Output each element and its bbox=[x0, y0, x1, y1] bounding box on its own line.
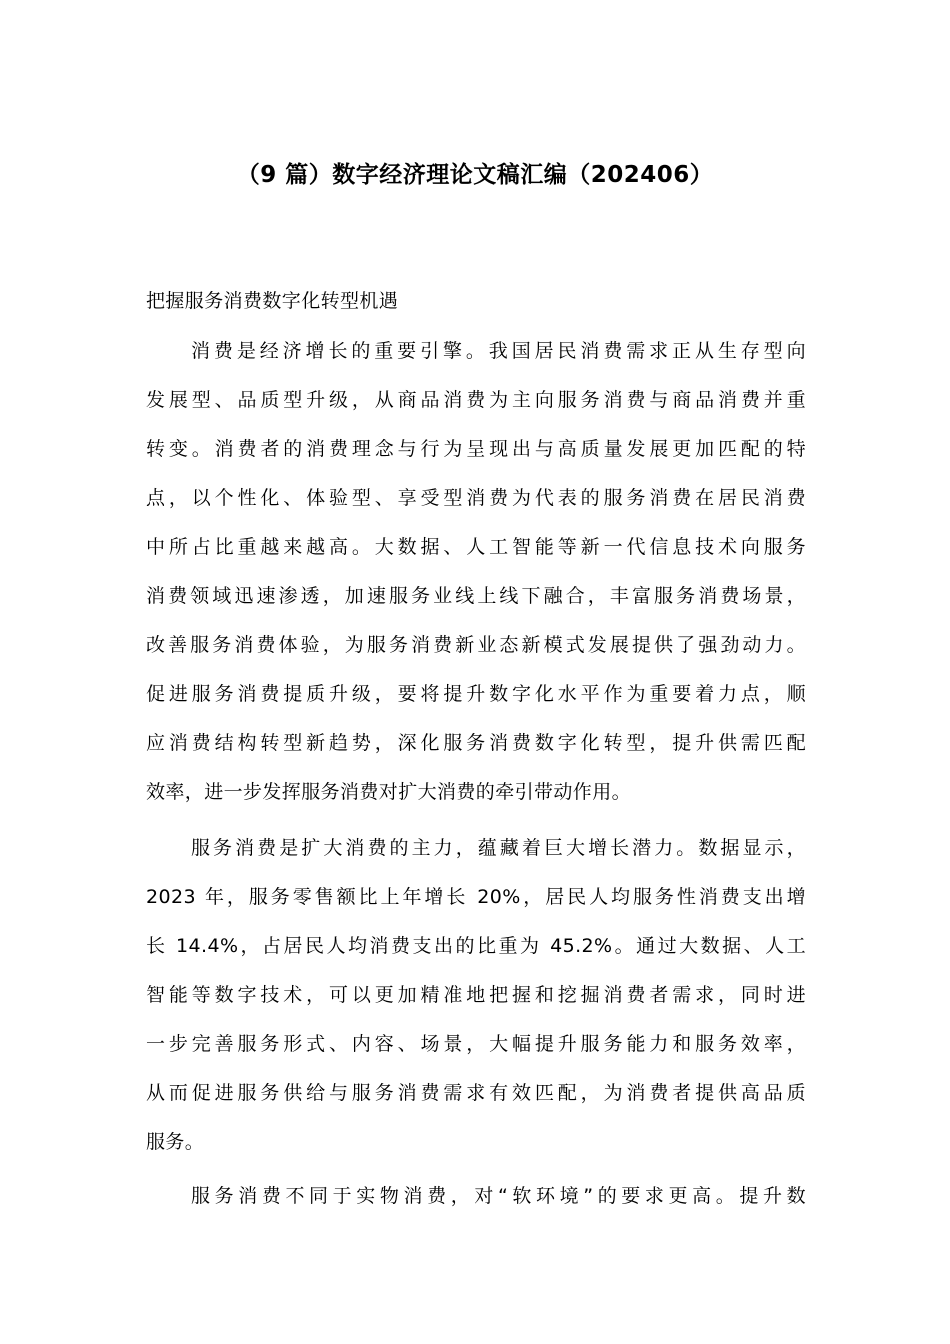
paragraph-line: 智能等数字技术，可以更加精准地把握和挖掘消费者需求，同时进 bbox=[146, 984, 806, 1006]
paragraph-line: 长 14.4%，占居民人均消费支出的比重为 45.2%。通过大数据、人工 bbox=[146, 935, 806, 957]
document-title: （9 篇）数字经济理论文稿汇编（202406） bbox=[236, 162, 714, 188]
paragraph-line: 改善服务消费体验，为服务消费新业态新模式发展提供了强劲动力。 bbox=[146, 634, 806, 656]
paragraph-line: 发展型、品质型升级，从商品消费为主向服务消费与商品消费并重 bbox=[146, 389, 806, 411]
paragraph-1 bbox=[146, 338, 806, 828]
paragraph-line: 服务。 bbox=[146, 1131, 205, 1153]
paragraph-line: 应消费结构转型新趋势，深化服务消费数字化转型，提升供需匹配 bbox=[146, 732, 806, 754]
paragraph-line: 服务消费是扩大消费的主力，蕴藏着巨大增长潜力。数据显示， bbox=[191, 837, 806, 859]
paragraph-line: 服务消费不同于实物消费，对“软环境”的要求更高。提升数 bbox=[191, 1185, 806, 1207]
paragraph-line: 消费领域迅速渗透，加速服务业线上线下融合，丰富服务消费场景， bbox=[146, 585, 806, 607]
paragraph-line: 一步完善服务形式、内容、场景，大幅提升服务能力和服务效率， bbox=[146, 1033, 806, 1055]
paragraph-line: 从而促进服务供给与服务消费需求有效匹配，为消费者提供高品质 bbox=[146, 1082, 806, 1104]
paragraph-2 bbox=[146, 835, 806, 1178]
paragraph-line: 消费是经济增长的重要引擎。我国居民消费需求正从生存型向 bbox=[191, 340, 806, 362]
paragraph-line: 中所占比重越来越高。大数据、人工智能等新一代信息技术向服务 bbox=[146, 536, 806, 558]
paragraph-line: 2023 年，服务零售额比上年增长 20%，居民人均服务性消费支出增 bbox=[146, 886, 806, 908]
paragraph-line: 效率，进一步发挥服务消费对扩大消费的牵引带动作用。 bbox=[146, 781, 632, 803]
section-heading: 把握服务消费数字化转型机遇 bbox=[146, 290, 399, 312]
paragraph-line: 促进服务消费提质升级，要将提升数字化水平作为重要着力点，顺 bbox=[146, 683, 806, 705]
paragraph-line: 点，以个性化、体验型、享受型消费为代表的服务消费在居民消费 bbox=[146, 487, 806, 509]
paragraph-line: 转变。消费者的消费理念与行为呈现出与高质量发展更加匹配的特 bbox=[146, 438, 806, 460]
paragraph-3 bbox=[146, 1183, 806, 1232]
